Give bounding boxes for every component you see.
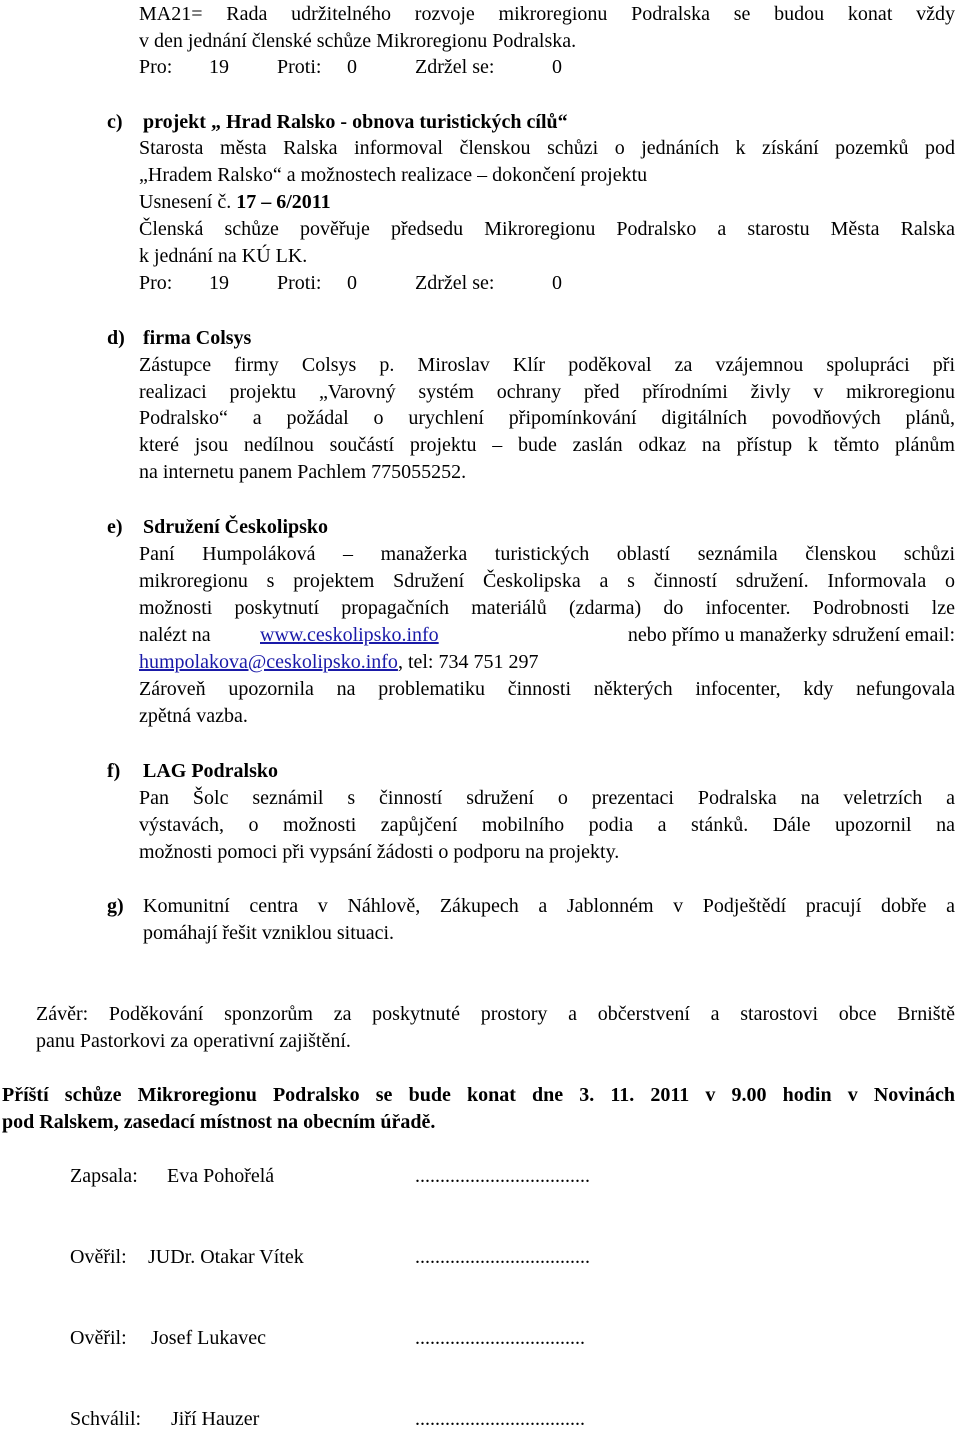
section-e-line-5 bbox=[139, 652, 538, 672]
next-meeting-line-1: Příští schůze Mikroregionu Podralsko se bude konat dne 3. 11. 2011 v 9.00 hodin v Novinách bbox=[2, 1084, 955, 1106]
conclusion-line-2: panu Pastorkovi za operativní zajištění. bbox=[36, 1030, 351, 1052]
vote-proti-value: 0 bbox=[347, 56, 357, 78]
section-c-line-1: Starosta města Ralska informoval členskou schůzi o jednáních k získání pozemků pod bbox=[139, 137, 955, 159]
signature-role: Ověřil: bbox=[70, 1327, 127, 1349]
section-d-line-1: Zástupce firmy Colsys p. Miroslav Klír poděkoval za vzájemnou spolupráci při bbox=[139, 354, 955, 376]
vote-pro-label: Pro: bbox=[139, 56, 173, 78]
section-e-line-1: Paní Humpoláková – manažerka turistických oblastí seznámila členskou schůzi bbox=[139, 543, 955, 565]
section-e-text-email: nebo přímo u manažerky sdružení email: bbox=[627, 624, 955, 646]
signature-dots: ................................... bbox=[415, 1165, 590, 1187]
resolution-label: Usnesení č. bbox=[139, 191, 232, 213]
email-link[interactable]: humpolakova@ceskolipsko.info bbox=[139, 651, 398, 673]
resolution-id: 17 – 6/2011 bbox=[231, 191, 331, 213]
section-d-line-3: Podralsko“ a požádal o urychlení připomínkování digitálních povodňových plánů, bbox=[139, 407, 955, 429]
vote-pro-value: 19 bbox=[209, 56, 229, 78]
vote-pro-label: Pro: bbox=[139, 272, 173, 294]
signature-name: Josef Lukavec bbox=[151, 1327, 266, 1349]
section-c-line-4: k jednání na KÚ LK. bbox=[139, 245, 308, 267]
section-g-line-2: pomáhají řešit vzniklou situaci. bbox=[143, 922, 395, 944]
section-d-label: d) bbox=[107, 327, 125, 349]
ma21-line-2: v den jednání členské schůze Mikroregionu Podralska. bbox=[139, 30, 577, 52]
section-d-line-2: realizaci projektu „Varovný systém ochrany před přírodními živly v mikroregionu bbox=[139, 381, 955, 403]
section-e-title: Sdružení Českolipsko bbox=[143, 516, 329, 538]
section-e-label: e) bbox=[107, 516, 123, 538]
section-c-label: c) bbox=[107, 111, 123, 133]
vote-zdrzel-value: 0 bbox=[552, 56, 562, 78]
next-meeting-line-2: pod Ralskem, zasedací místnost na obecním úřadě. bbox=[2, 1111, 436, 1133]
section-e-line-6: Zároveň upozornila na problematiku činnosti některých infocenter, kdy nefungovala bbox=[139, 678, 955, 700]
signature-dots: .................................. bbox=[415, 1327, 585, 1349]
section-e-line-7: zpětná vazba. bbox=[139, 705, 248, 727]
section-g-line-1: Komunitní centra v Náhlově, Zákupech a Jablonném v Podještědí pracují dobře a bbox=[143, 895, 955, 917]
section-f-label: f) bbox=[107, 760, 121, 782]
resolution-number bbox=[139, 192, 331, 212]
signature-role: Zapsala: bbox=[70, 1165, 138, 1187]
section-g-label: g) bbox=[107, 895, 124, 917]
vote-zdrzel-label: Zdržel se: bbox=[415, 56, 495, 78]
signature-name: JUDr. Otakar Vítek bbox=[148, 1246, 304, 1268]
section-d-line-4: které jsou nedílnou součástí projektu – bude zaslán odkaz na přístup k těmto plánům bbox=[139, 434, 955, 456]
section-e-line-2: mikroregionu s projektem Sdružení Českolipska a s činností sdružení. Informovala o bbox=[139, 570, 955, 592]
section-f-line-1: Pan Šolc seznámil s činností sdružení o prezentaci Podralska na veletrzích a bbox=[139, 787, 955, 809]
section-f-title: LAG Podralsko bbox=[143, 760, 279, 782]
section-e-line-3: možnosti poskytnutí propagačních materiálů (zdarma) do infocenter. Podrobnosti lze bbox=[139, 597, 955, 619]
vote-proti-value: 0 bbox=[347, 272, 357, 294]
section-d-title: firma Colsys bbox=[143, 327, 252, 349]
conclusion-line-1: Závěr: Poděkování sponzorům za poskytnuté prostory a občerstvení a starostovi obce Brniště bbox=[36, 1003, 955, 1025]
ma21-line-1: MA21= Rada udržitelného rozvoje mikroregionu Podralska se budou konat vždy bbox=[139, 3, 955, 25]
vote-proti-label: Proti: bbox=[277, 56, 322, 78]
section-f-line-2: výstavách, o možnosti zapůjčení mobilního podia a stánků. Dále upozornil na bbox=[139, 814, 955, 836]
signature-name: Eva Pohořelá bbox=[167, 1165, 275, 1187]
signature-dots: ................................... bbox=[415, 1246, 590, 1268]
section-f-line-3: možnosti pomoci při vypsání žádosti o podporu na projekty. bbox=[139, 841, 620, 863]
section-e-phone: , tel: 734 751 297 bbox=[397, 651, 539, 673]
website-link[interactable]: www.ceskolipsko.info bbox=[260, 624, 439, 646]
section-c-title: projekt „ Hrad Ralsko - obnova turistických cílů“ bbox=[143, 111, 568, 133]
signature-role: Schválil: bbox=[70, 1408, 142, 1430]
section-d-line-5: na internetu panem Pachlem 775055252. bbox=[139, 461, 467, 483]
vote-proti-label: Proti: bbox=[277, 272, 322, 294]
vote-pro-value: 19 bbox=[209, 272, 229, 294]
vote-zdrzel-label: Zdržel se: bbox=[415, 272, 495, 294]
section-e-text-find: nalézt na bbox=[139, 624, 211, 646]
signature-name: Jiří Hauzer bbox=[171, 1408, 260, 1430]
vote-zdrzel-value: 0 bbox=[552, 272, 562, 294]
section-c-line-3: Členská schůze pověřuje předsedu Mikroregionu Podralsko a starostu Města Ralska bbox=[139, 218, 955, 240]
signature-role: Ověřil: bbox=[70, 1246, 127, 1268]
signature-dots: .................................. bbox=[415, 1408, 585, 1430]
section-c-line-2: „Hradem Ralsko“ a možnostech realizace – dokončení projektu bbox=[139, 164, 648, 186]
